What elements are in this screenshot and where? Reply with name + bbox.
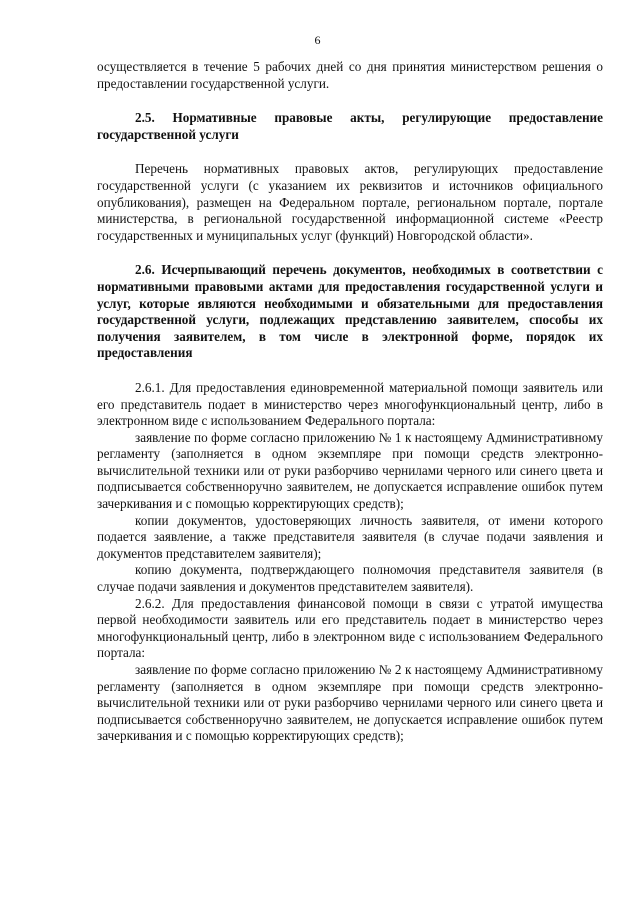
paragraph: заявление по форме согласно приложению № 2 к настоящему Административному регламенту (заполняется в одном экземпляре при помощи средств электронно-вычислительной техники или от руки разборчиво чернилами черного или синего цвета и подписывается собственноручно заявителем, не допускается исправление ошибок путем зачеркивания и с помощью корректирующих средств); — [97, 662, 603, 744]
section-heading: 2.5. Нормативные правовые акты, регулирующие предоставление государственной услуги — [97, 110, 603, 142]
paragraph: заявление по форме согласно приложению № 1 к настоящему Административному регламенту (заполняется в одном экземпляре при помощи средств электронно-вычислительной техники или от руки разборчиво чернилами черного или синего цвета и подписывается собственноручно заявителем, не допускается исправление ошибок путем зачеркивания и с помощью корректирующих средств); — [97, 429, 603, 512]
paragraph: 2.6.1. Для предоставления единовременной материальной помощи заявитель или его представитель подает в министерство через многофункциональный центр, либо в электронном виде с использованием Федерального портала: — [97, 379, 603, 429]
paragraph: копию документа, подтверждающего полномочия представителя заявителя (в случае подачи заявления и документов представителем заявителя). — [97, 562, 603, 595]
paragraph: 2.6.2. Для предоставления финансовой помощи в связи с утратой имущества первой необходимости заявитель или его представитель подает в министерство через многофункциональный центр, либо в электронном виде с использованием Федерального портала: — [97, 595, 603, 661]
page-number: 6 — [314, 33, 321, 47]
section-heading: 2.6. Исчерпывающий перечень документов, необходимых в соответствии с нормативными правовыми актами для предоставления государственной услуги и услуг, которые являются необходимыми и обязательными для предоставления государственной услуги, подлежащих представлению заявителем, способы их получения заявителем, в том числе в электронной форме, порядок их предоставления — [97, 262, 603, 361]
page-content — [97, 59, 603, 745]
paragraph: осуществляется в течение 5 рабочих дней со дня принятия министерством решения о предоставлении государственной услуги. — [97, 59, 603, 91]
paragraph: копии документов, удостоверяющих личность заявителя, от имени которого подается заявление, а также представителя заявителя (в случае подачи заявления и документов представителем заявителя); — [97, 512, 603, 561]
paragraph: Перечень нормативных правовых актов, регулирующих предоставление государственной услуги (с указанием их реквизитов и источников официального опубликования), размещен на Федеральном портале, региональном портале, портале министерства, в региональной государственной информационной системе «Реестр государственных и муниципальных услуг (функций) Новгородской области». — [97, 161, 603, 243]
